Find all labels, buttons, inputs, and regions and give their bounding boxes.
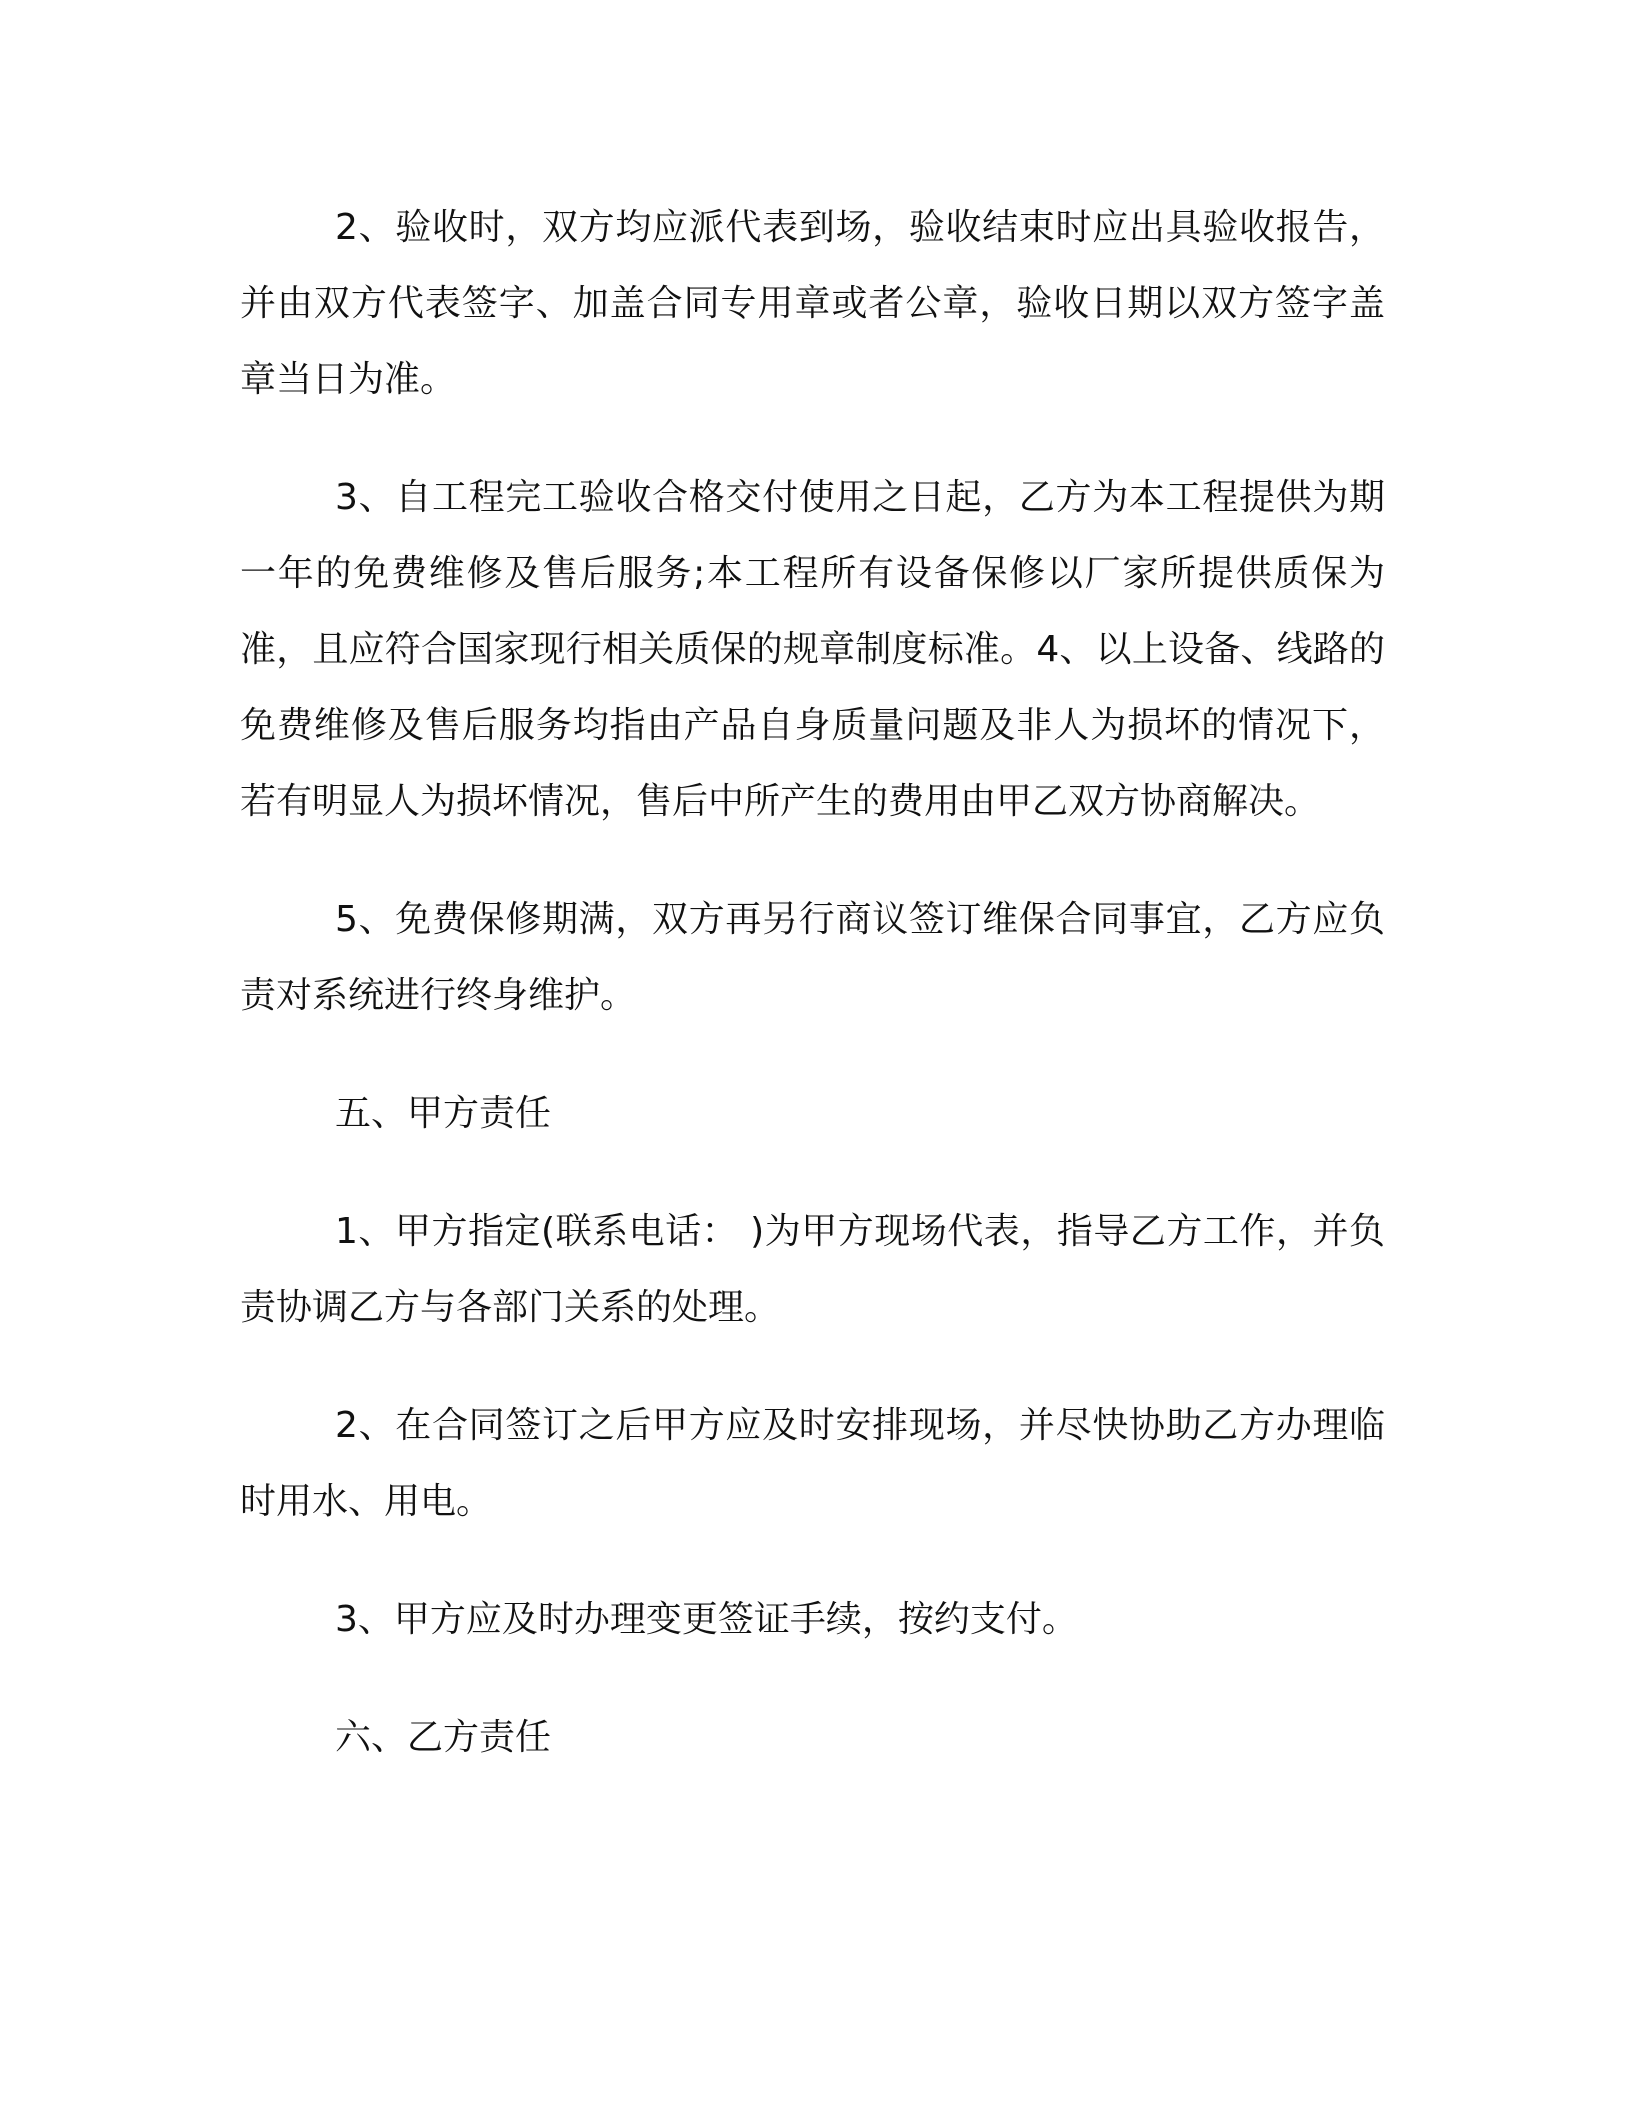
document-page [240,190,1385,1818]
paragraph-acceptance-report: 2、验收时，双方均应派代表到场，验收结束时应出具验收报告，并由双方代表签字、加盖合同专用章或者公章，验收日期以双方签字盖章当日为准。 [240,207,1385,400]
party-a-item-2: 2、在合同签订之后甲方应及时安排现场，并尽快协助乙方办理临时用水、用电。 [240,1405,1385,1522]
section-heading-party-a: 五、甲方责任 [335,1093,552,1134]
paragraph-warranty-service: 3、自工程完工验收合格交付使用之日起，乙方为本工程提供为期一年的免费维修及售后服务;本工程所有设备保修以厂家所提供质保为准，且应符合国家现行相关质保的规章制度标准。4、以上设备、线路的免费维修及售后服务均指由产品自身质量问题及非人为损坏的情况下，若有明显人为损坏情况，售后中所产生的费用由甲乙双方协商解决。 [240,477,1385,822]
section-heading-party-b: 六、乙方责任 [335,1717,552,1758]
party-a-item-3: 3、甲方应及时办理变更签证手续，按约支付。 [335,1599,1078,1640]
paragraph-maintenance-contract: 5、免费保修期满，双方再另行商议签订维保合同事宜，乙方应负责对系统进行终身维护。 [240,899,1385,1016]
party-a-item-1: 1、甲方指定(联系电话： )为甲方现场代表，指导乙方工作，并负责协调乙方与各部门关系的处理。 [240,1211,1385,1328]
